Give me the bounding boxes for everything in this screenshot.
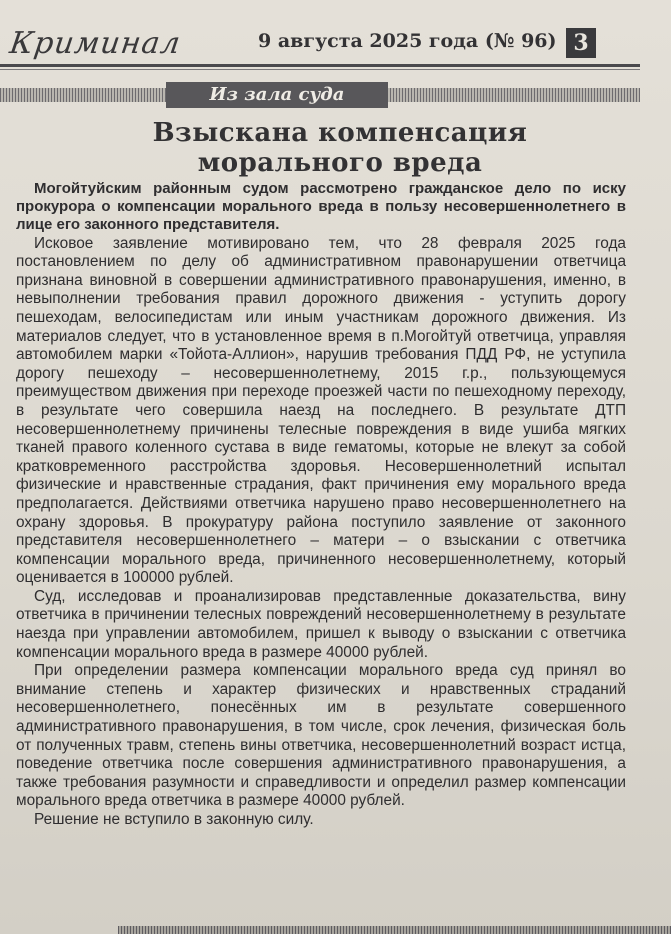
page-number: 3	[566, 28, 596, 58]
article-lead: Могойтуйским районным судом рассмотрено гражданское дело по иску прокурора о компенсации морального вреда в пользу несовершеннолетнего в лице его законного представителя.	[16, 180, 626, 234]
header-rule-thin	[0, 69, 640, 70]
article-paragraph-2: Суд, исследовав и проанализировав представленные доказательства, вину ответчика в причинении телесных повреждений несовершеннолетнему в результате наезда при управлении автомобилем, пришел к выводу о взыскании с ответчика компенсации морального вреда в размере 40000 рублей.	[16, 587, 626, 661]
article-paragraph-1: Исковое заявление мотивировано тем, что 28 февраля 2025 года постановлением по делу об административном правонарушении ответчица признана виновной в совершении административного правонарушения, именно, в невыполнении требования правил дорожного движения - уступить дорогу пешеходам, велосипедистам или иным участникам дорожного движения. Из материалов следует, что в установленное время в п.Могойтуй ответчица, управляя автомобилем марки «Тойота-Аллион», нарушив требования ПДД РФ, не уступила дорогу пешеходу – несовершеннолетнему, 2015 г.р., пользующемуся преимуществом движения при переходе проезжей части по пешеходному переходу, в результате чего совершила наезд на последнего. В результате ДТП несовершеннолетнему причинены телесные повреждения в виде ушиба мягких тканей правого коленного сустава в виде гематомы, которые не влекут за собой кратковременного расстройства здоровья. Несовершеннолетний испытал физические и нравственные страдания, факт причинения ему морального вреда предполагается. Действиями ответчика нарушено право несовершеннолетнего на охрану здоровья. В прокуратуру района поступило заявление от законного представителя несовершеннолетнего – матери – о взыскании с ответчика компенсации морального вреда, причиненного несовершеннолетнему, который оценивается в 100000 рублей.	[16, 234, 626, 587]
section-label: Из зала суда	[166, 82, 388, 108]
article-body	[16, 180, 626, 830]
issue-date: 9 августа 2025 года (№ 96)	[258, 30, 557, 52]
newspaper-section-title: Криминал	[7, 26, 184, 61]
article-paragraph-4: Решение не вступило в законную силу.	[34, 811, 314, 829]
article-paragraph-3: При определении размера компенсации морального вреда суд принял во внимание степень и характер физических и нравственных страданий несовершеннолетнего, понесённых им в результате совершенного административного правонарушения, в том числе, срок лечения, физическая боль от полученных травм, степень вины ответчика, несовершеннолетний возраст истца, поведение ответчика после совершения административного правонарушения, а также требования разумности и справедливости и определил размер компенсации морального вреда ответчика в размере 40000 рублей.	[16, 662, 626, 810]
headline-line-1: Взыскана компенсация	[152, 118, 528, 148]
article-headline	[60, 118, 620, 178]
footer-hatch	[118, 926, 671, 934]
header-rule	[0, 64, 640, 67]
masthead	[0, 22, 671, 70]
headline-line-2: морального вреда	[197, 148, 483, 178]
section-banner	[0, 82, 640, 108]
